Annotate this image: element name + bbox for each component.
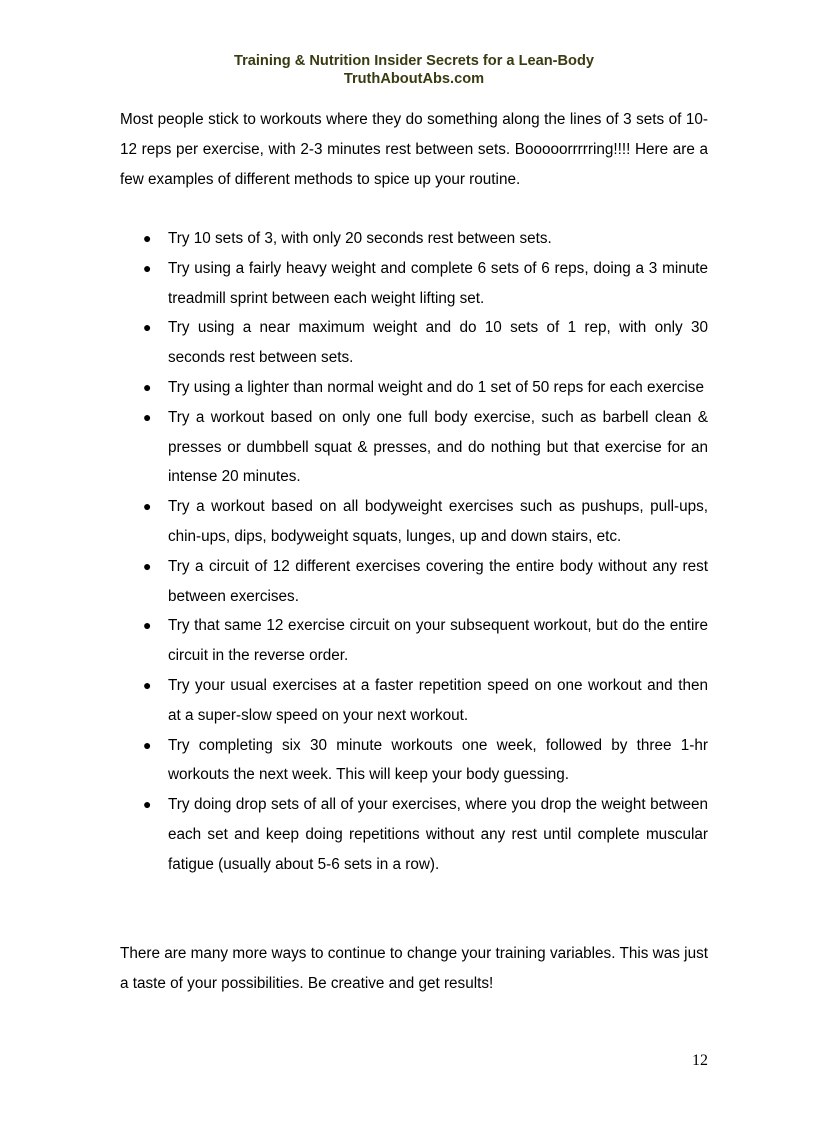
bullet-icon: ● [143,557,152,574]
header-site: TruthAboutAbs.com [343,71,485,87]
tip-text: Try using a near maximum weight and do 10 sets of 1 rep, with only 30 seconds rest between sets. [168,319,708,367]
header-title: Training & Nutrition Insider Secrets for a Lean-Body [233,53,595,69]
bullet-icon: ● [143,230,152,246]
bullet-icon: ● [143,408,152,425]
bullet-icon: ● [143,498,152,515]
tip-text: Try doing drop sets of all of your exercises, where you drop the weight between each set and keep doing repetitions without any rest until complete muscular fatigue (usually about 5-6 sets in a row). [168,796,708,873]
list-item [120,373,708,403]
bullet-icon: ● [143,617,152,634]
list-item [120,671,708,731]
tips-list [120,224,708,880]
bullet-icon: ● [143,736,152,753]
closing-paragraph: There are many more ways to continue to change your training variables. This was just a taste of your possibilities. Be creative and get results! [120,945,708,992]
tip-text: Try completing six 30 minute workouts one week, followed by three 1-hr workouts the next week. This will keep your body guessing. [168,736,708,784]
page-number: 12 [692,1052,708,1069]
list-item [120,403,708,492]
bullet-icon: ● [143,676,152,693]
list-item [120,552,708,612]
bullet-icon: ● [143,259,152,276]
tip-text: Try 10 sets of 3, with only 20 seconds rest between sets. [168,230,552,247]
tip-text: Try a workout based on all bodyweight exercises such as pushups, pull-ups, chin-ups, dips, bodyweight squats, lunges, up and down stairs, etc. [168,498,708,545]
list-item [120,254,708,314]
tip-text: Try a circuit of 12 different exercises covering the entire body without any rest between exercises. [168,557,708,605]
tip-text: Try a workout based on only one full body exercise, such as barbell clean & presses or dumbbell squat & presses, and do nothing but that exercise for an intense 20 minutes. [168,408,708,486]
tip-text: Try using a fairly heavy weight and complete 6 sets of 6 reps, doing a 3 minute treadmill sprint between each weight lifting set. [168,259,708,307]
list-item [120,313,708,373]
tip-text: Try your usual exercises at a faster repetition speed on one workout and then at a super-slow speed on your next workout. [168,676,708,724]
tip-text: Try that same 12 exercise circuit on your subsequent workout, but do the entire circuit in the reverse order. [168,617,708,665]
tip-text: Try using a lighter than normal weight and do 1 set of 50 reps for each exercise [168,378,704,396]
list-item [120,731,708,791]
list-item [120,492,708,552]
list-item [120,224,708,254]
page-header [0,52,816,88]
bullet-icon: ● [143,378,152,395]
bullet-icon: ● [143,796,152,813]
list-item [120,611,708,671]
intro-paragraph: Most people stick to workouts where they do something along the lines of 3 sets of 10-12 reps per exercise, with 2-3 minutes rest between sets. Booooorrrrring!!!! Here are a few examples of different methods to spice up your routine. [120,111,708,188]
bullet-icon: ● [143,319,152,336]
list-item [120,790,708,879]
